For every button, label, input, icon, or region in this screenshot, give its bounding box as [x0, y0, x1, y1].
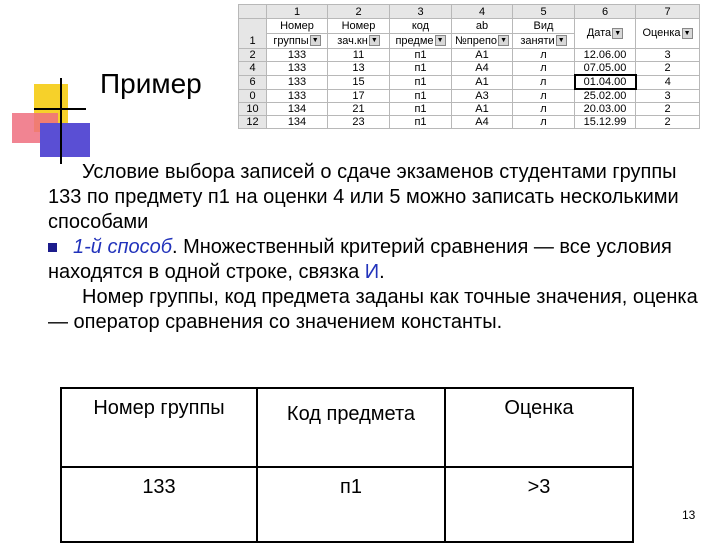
- corner-cell: [239, 5, 267, 19]
- spreadsheet-cell[interactable]: 17: [328, 89, 390, 103]
- bullet-text: . Множественный критерий сравнения — все условия находятся в одной строке, связка: [48, 236, 672, 283]
- spreadsheet-row: [239, 49, 700, 62]
- spreadsheet-cell[interactable]: 2: [636, 116, 700, 129]
- row-number[interactable]: 2: [239, 49, 267, 62]
- spreadsheet-cell[interactable]: л: [513, 62, 575, 76]
- criteria-header[interactable]: Оценка: [445, 388, 633, 467]
- filter-dropdown-icon[interactable]: ▼: [498, 35, 509, 46]
- column-number[interactable]: 4: [452, 5, 513, 19]
- bullet-icon: [48, 243, 57, 252]
- filter-dropdown-icon[interactable]: ▼: [369, 35, 380, 46]
- spreadsheet-cell[interactable]: п1: [390, 89, 452, 103]
- row-number[interactable]: 1: [239, 19, 267, 49]
- field-header-top: Номер: [267, 19, 328, 34]
- spreadsheet-cell[interactable]: 134: [267, 116, 328, 129]
- field-header-bottom: [452, 34, 513, 49]
- spreadsheet-cell[interactable]: п1: [390, 62, 452, 76]
- row-number[interactable]: 10: [239, 103, 267, 116]
- spreadsheet-row: [239, 62, 700, 76]
- paragraph-explanation: Номер группы, код предмета заданы как точные значения, оценка— оператор сравнения со значением константы.: [48, 286, 698, 333]
- column-number[interactable]: 5: [513, 5, 575, 19]
- spreadsheet-cell[interactable]: 07.05.00: [575, 62, 636, 76]
- decor-blue-square: [40, 123, 90, 157]
- field-header-label: №препо: [454, 34, 498, 47]
- spreadsheet-cell[interactable]: 23: [328, 116, 390, 129]
- column-number[interactable]: 7: [636, 5, 700, 19]
- field-header-label: зач.кн: [337, 34, 368, 47]
- spreadsheet-cell[interactable]: 133: [267, 75, 328, 89]
- field-header-top: ab: [452, 19, 513, 34]
- spreadsheet-cell[interactable]: 4: [636, 75, 700, 89]
- spreadsheet-cell[interactable]: А3: [452, 89, 513, 103]
- field-header-bottom: [267, 34, 328, 49]
- filter-dropdown-icon[interactable]: ▼: [310, 35, 321, 46]
- row-number[interactable]: 6: [239, 75, 267, 89]
- spreadsheet-cell[interactable]: 133: [267, 49, 328, 62]
- criteria-value[interactable]: п1: [257, 467, 445, 542]
- spreadsheet-cell[interactable]: А1: [452, 49, 513, 62]
- spreadsheet-cell[interactable]: А1: [452, 75, 513, 89]
- spreadsheet-cell[interactable]: 20.03.00: [575, 103, 636, 116]
- criteria-header[interactable]: Номер группы: [61, 388, 257, 467]
- spreadsheet-cell[interactable]: 3: [636, 49, 700, 62]
- field-header-top: Вид: [513, 19, 575, 34]
- criteria-table: [60, 387, 634, 543]
- connective-word: И: [364, 261, 380, 283]
- spreadsheet-cell[interactable]: А4: [452, 62, 513, 76]
- spreadsheet-cell[interactable]: л: [513, 116, 575, 129]
- spreadsheet-rows: [239, 49, 700, 129]
- field-header-bottom: [390, 34, 452, 49]
- field-header-top: Номер: [328, 19, 390, 34]
- column-number[interactable]: 1: [267, 5, 328, 19]
- filter-dropdown-icon[interactable]: ▼: [612, 28, 623, 39]
- filter-dropdown-icon[interactable]: ▼: [682, 28, 693, 39]
- spreadsheet-cell[interactable]: 134: [267, 103, 328, 116]
- spreadsheet-cell[interactable]: л: [513, 49, 575, 62]
- slide-body: [48, 160, 708, 335]
- spreadsheet-cell[interactable]: 133: [267, 62, 328, 76]
- spreadsheet-cell[interactable]: 13: [328, 62, 390, 76]
- spreadsheet-cell[interactable]: А1: [452, 103, 513, 116]
- criteria-value-row: [61, 467, 633, 542]
- method-name: 1-й способ: [73, 236, 172, 258]
- spreadsheet-cell[interactable]: 2: [636, 62, 700, 76]
- field-header-bottom: [513, 34, 575, 49]
- bullet-item: [48, 235, 708, 285]
- filter-dropdown-icon[interactable]: ▼: [556, 35, 567, 46]
- spreadsheet-cell[interactable]: 25.02.00: [575, 89, 636, 103]
- spreadsheet-cell[interactable]: 21: [328, 103, 390, 116]
- spreadsheet-screenshot: [238, 4, 704, 142]
- spreadsheet-row: [239, 75, 700, 89]
- field-header-row: [239, 19, 700, 34]
- spreadsheet-cell[interactable]: 11: [328, 49, 390, 62]
- spreadsheet-cell[interactable]: 3: [636, 89, 700, 103]
- spreadsheet-cell[interactable]: л: [513, 103, 575, 116]
- spreadsheet-row: [239, 89, 700, 103]
- spreadsheet-cell[interactable]: п1: [390, 116, 452, 129]
- spreadsheet-cell[interactable]: п1: [390, 103, 452, 116]
- spreadsheet-row: [239, 116, 700, 129]
- spreadsheet-cell[interactable]: 15: [328, 75, 390, 89]
- field-header-bottom: [328, 34, 390, 49]
- filter-dropdown-icon[interactable]: ▼: [435, 35, 446, 46]
- paragraph-condition: Условие выбора записей о сдаче экзаменов студентами группы 133 по предмету п1 на оценки 4 или 5 можно записать несколькими способами: [48, 161, 679, 233]
- field-header-top: код: [390, 19, 452, 34]
- spreadsheet-row: [239, 103, 700, 116]
- column-number[interactable]: 3: [390, 5, 452, 19]
- spreadsheet-cell[interactable]: 01.04.00: [575, 75, 636, 89]
- bullet-end: .: [379, 261, 385, 283]
- spreadsheet-cell[interactable]: л: [513, 75, 575, 89]
- criteria-value[interactable]: >3: [445, 467, 633, 542]
- decor-vertical-line: [60, 78, 62, 164]
- column-number-row: [239, 5, 700, 19]
- spreadsheet-cell[interactable]: А4: [452, 116, 513, 129]
- column-number[interactable]: 6: [575, 5, 636, 19]
- field-header-date: [575, 19, 636, 49]
- field-header-grade: [636, 19, 700, 49]
- row-number[interactable]: 12: [239, 116, 267, 129]
- page-number: 13: [682, 508, 696, 522]
- spreadsheet-cell[interactable]: л: [513, 89, 575, 103]
- field-header-label: Дата: [586, 27, 612, 39]
- field-header-label: Оценка: [642, 27, 681, 39]
- column-number[interactable]: 2: [328, 5, 390, 19]
- spreadsheet-cell[interactable]: п1: [390, 75, 452, 89]
- spreadsheet-cell[interactable]: п1: [390, 49, 452, 62]
- spreadsheet-cell[interactable]: 12.06.00: [575, 49, 636, 62]
- decor-horizontal-line: [34, 108, 86, 110]
- spreadsheet-cell[interactable]: 2: [636, 103, 700, 116]
- criteria-header-row: [61, 388, 633, 467]
- field-header-label: предме: [395, 34, 434, 47]
- spreadsheet-cell[interactable]: 133: [267, 89, 328, 103]
- criteria-value[interactable]: 133: [61, 467, 257, 542]
- field-header-label: группы: [273, 34, 309, 47]
- criteria-header[interactable]: Код предмета: [257, 388, 445, 467]
- slide-title: Пример: [100, 68, 202, 99]
- row-number[interactable]: 0: [239, 89, 267, 103]
- spreadsheet-cell[interactable]: 15.12.99: [575, 116, 636, 129]
- field-header-label: заняти: [520, 34, 555, 47]
- row-number[interactable]: 4: [239, 62, 267, 76]
